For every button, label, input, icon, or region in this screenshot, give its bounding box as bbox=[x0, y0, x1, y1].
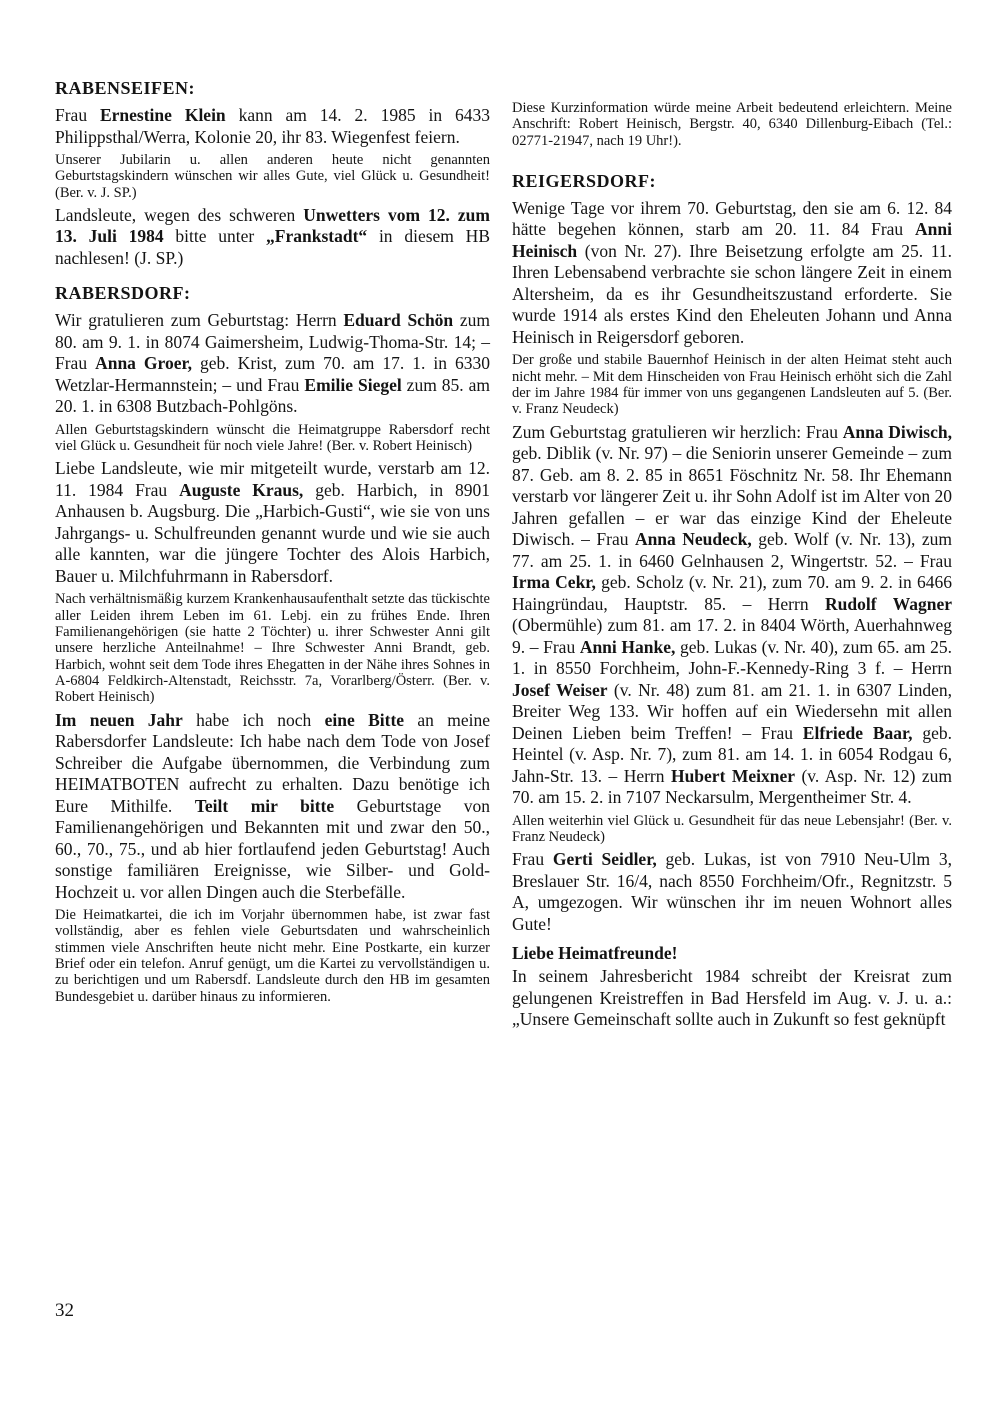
rabersdorf-obituary-paragraph: Liebe Landsleute, wie mir mitgeteilt wurde, verstarb am 12. 11. 1984 Frau Auguste Kraus, geb. Harbich, in 8901 Anhausen b. Augsburg. Die „Harbich-Gusti“, wie sie von uns Jahrgangs- u. Schulfreunden genannt wurde und wie sie auch alle kannten, war die jüngere Tochter des Alois Harbich, Bauer u. Milchfuhrmann in Rabersdorf. bbox=[55, 458, 490, 586]
right-column bbox=[512, 100, 952, 1035]
rabersdorf-request-paragraph: Im neuen Jahr habe ich noch eine Bitte an meine Rabersdorfer Landsleute: Ich habe nach dem Tode von Josef Schreiber die Aufgabe übernommen, die Verbindung zum HEIMATBOTEN aufrecht zu erhalten. Dazu benötige ich Eure Mithilfe. Teilt mir bitte Geburtstage von Familienangehörigen und Bekannten mit und zwar den 50., 60., 70., 75., und ab hier fortlaufend jeden Geburtstag! Auch sonstige familiären Ereignisse, wie Silber- und Gold-Hochzeit u. vor allen Dingen auch die Sterbefälle. bbox=[55, 709, 491, 902]
rabenseifen-wishes-paragraph: Unserer Jubilarin u. allen anderen heute nicht genannten Geburtstagskindern wünschen wir alles Gute, viel Glück u. Gesundheit! (Ber. v. J. SP.) bbox=[55, 152, 490, 201]
rabersdorf-condolence-paragraph: Nach verhältnismäßig kurzem Krankenhausaufenthalt setzte das tückischte aller Leiden ihrem Leben im 61. Lebj. ein zu frühes Ende. Ihren Familienangehörigen (sie hatte 2 Töchter) u. ihrer Schwester Anni gilt unsere herzliche Anteilnahme! – Ihre Schwester Anni Brandt, geb. Harbich, wohnt seit dem Tode ihres Ehegatten in der Nähe ihres Sohnes in A-6804 Feldkirch-Altenstadt, Reichsstr. 7a, Vorarlberg/Österr. (Ber. v. Robert Heinisch) bbox=[55, 591, 490, 706]
reigersdorf-annual-report-paragraph: In seinem Jahresbericht 1984 schreibt der Kreisrat zum gelungenen Kreistreffen in Bad Hersfeld im Aug. v. J. u. a.: „Unsere Gemeinschaft sollte auch in Zukunft so fest geknüpft bbox=[512, 966, 952, 1030]
page-number: 32 bbox=[55, 1300, 74, 1321]
reigersdorf-wishes-paragraph: Allen weiterhin viel Glück u. Gesundheit für das neue Lebensjahr! (Ber. v. Franz Neudeck) bbox=[512, 812, 952, 845]
section-heading-rabersdorf: RABERSDORF: bbox=[55, 283, 191, 304]
subheading-liebe-heimatfreunde: Liebe Heimatfreunde! bbox=[512, 943, 678, 964]
rabenseifen-storm-paragraph: Landsleute, wegen des schweren Unwetters vom 12. zum 13. Juli 1984 bitte unter „Frankstadt“ in diesem HB nachlesen! (J. SP.) bbox=[55, 204, 490, 268]
section-heading-reigersdorf: REIGERSDORF: bbox=[512, 170, 657, 191]
reigersdorf-birthdays-paragraph: Zum Geburtstag gratulieren wir herzlich: Frau Anna Diwisch, geb. Diblik (v. Nr. 97) – die Seniorin unserer Gemeinde – zum 87. Geb. am 8. 2. 85 in 8651 Föschnitz Nr. 58. Ihr Ehemann verstarb vor längerer Zeit u. ihr Sohn Adolf ist im Alter von 20 Jahren gefallen – er war das einzige Kind der Eheleute Diwisch. – Frau Anna Neudeck, geb. Wolf (v. Nr. 13), zum 77. am 25. 1. in 6460 Gelnhausen 2, Wingertstr. 52. – Frau Irma Cekr, geb. Scholz (v. Nr. 21), zum 70. am 9. 2. in 6466 Haingründau, Hauptstr. 85. – Herrn Rudolf Wagner (Obermühle) zum 81. am 17. 2. in 8404 Wörth, Auerhahnweg 9. – Frau Anni Hanke, geb. Lukas (v. Nr. 40), zum 65. am 25. 1. in 8550 Forchheim, John-F.-Kennedy-Ring 3 f. – Herrn Josef Weiser (v. Nr. 48) zum 81. am 21. 1. in 6307 Linden, Breiter Weg 133. Wir hoffen auf ein Wiedersehn mit allen Deinen Lieben beim Treffen! – Frau Elfriede Baar, geb. Heintel (v. Asp. Nr. 7), zum 81. am 14. 1. in 6054 Rodgau 6, Jahn-Str. 13. – Herrn Hubert Meixner (v. Asp. Nr. 12) zum 70. am 15. 2. in 7107 Neckarsulm, Mergentheimer Str. 4. bbox=[512, 421, 953, 808]
rabenseifen-birthday-paragraph: Frau Ernestine Klein kann am 14. 2. 1985 in 6433 Philippsthal/Werra, Kolonie 20, ihr 83. Wiegenfest feiern. bbox=[55, 105, 491, 147]
section-heading-rabenseifen: RABENSEIFEN: bbox=[55, 78, 196, 98]
left-column bbox=[55, 78, 490, 1009]
reigersdorf-obituary-paragraph: Wenige Tage vor ihrem 70. Geburtstag, den sie am 6. 12. 84 hätte begehen können, starb am 20. 11. 84 Frau Anni Heinisch (von Nr. 27). Ihre Beisetzung erfolgte am 25. 11. Ihren Lebensabend verbrachte sie schon längere Zeit in einem Altersheim, da es ihr Gesundheitszustand erforderte. Sie wurde 1914 als erstes Kind den Eheleuten Johann und Anna Heinisch in Reigersdorf geboren. bbox=[512, 197, 952, 347]
rabersdorf-wishes-paragraph: Allen Geburtstagskindern wünscht die Heimatgruppe Rabersdorf recht viel Glück u. Gesundheit für noch viele Jahre! (Ber. v. Robert Heinisch) bbox=[55, 421, 490, 455]
contact-info-paragraph: Diese Kurzinformation würde meine Arbeit bedeutend erleichtern. Meine Anschrift: Robert Heinisch, Bergstr. 40, 6340 Dillenburg-Eibach (Tel.: 02771-21947, nach 19 Uhr!). bbox=[512, 100, 952, 149]
rabersdorf-birthdays-paragraph: Wir gratulieren zum Geburtstag: Herrn Eduard Schön zum 80. am 9. 1. in 8074 Gaimersheim, Ludwig-Thoma-Str. 14; – Frau Anna Groer, geb. Krist, zum 70. am 17. 1. in 6330 Wetzlar-Hermannstein; – und Frau Emilie Siegel zum 85. am 20. 1. in 6308 Butzbach-Pohlgöns. bbox=[55, 310, 490, 417]
reigersdorf-farm-paragraph: Der große und stabile Bauernhof Heinisch in der alten Heimat steht auch nicht mehr. – Mit dem Hinscheiden von Frau Heinisch erhöht sich die Zahl der im Jahre 1984 für immer von uns gegangenen Landsleuten auf 5. (Ber. v. Franz Neudeck) bbox=[512, 352, 952, 418]
reigersdorf-relocation-paragraph: Frau Gerti Seidler, geb. Lukas, ist von 7910 Neu-Ulm 3, Breslauer Str. 16/4, nach 8550 Forchheim/Ofr., Regnitzstr. 5 A, umgezogen. Wir wünschen ihr im neuen Wohnort alles Gute! bbox=[512, 849, 952, 934]
rabersdorf-card-index-paragraph: Die Heimatkartei, die ich im Vorjahr übernommen habe, ist zwar fast vollständig, aber es fehlen viele Geburtsdaten und wahrscheinlich stimmen viele Anschriften heute nicht mehr. Eine Postkarte, ein kurzer Brief oder ein telefon. Anruf genügt, um die Kartei zu vervollständigen u. zu berichtigen und um Rabersdf. Landsleute durch den HB im gesamten Bundesgebiet u. darüber hinaus zu informieren. bbox=[55, 907, 490, 1005]
